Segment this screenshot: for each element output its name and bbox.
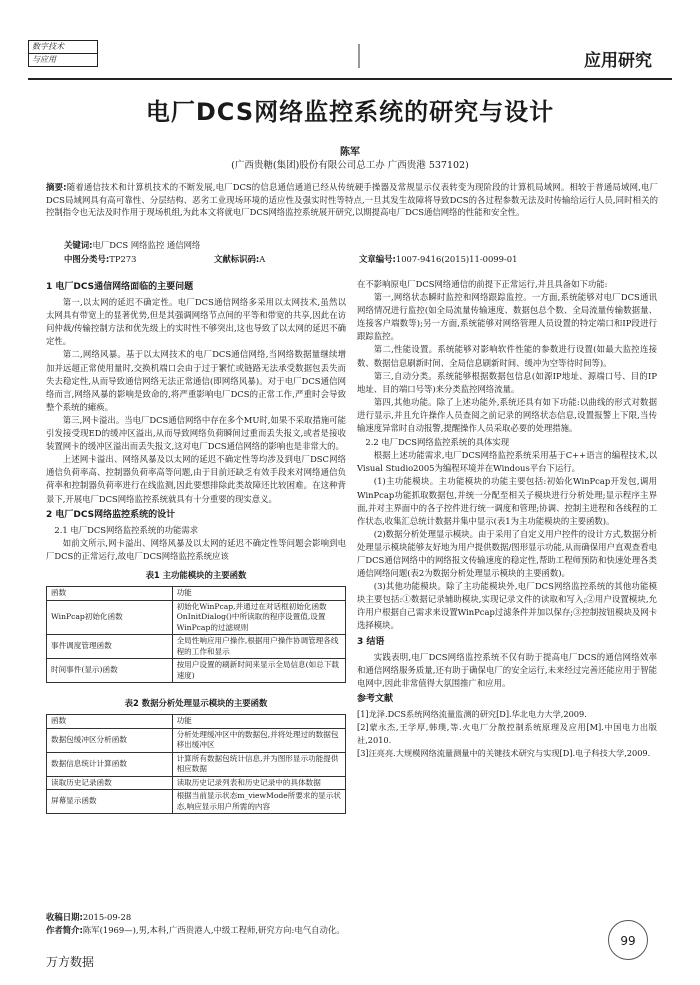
section-2-1-paragraph: 第三,自动分类。系统能够根据数据包信息(如源IP地址、源端口号、目的IP地址、目的端口号等)来分类监控网络流量。 — [357, 370, 657, 394]
table-cell: 根据当前显示状态m_viewMode所要求的显示状态,响应显示用户所需的内容 — [172, 790, 345, 814]
journal-tag-top: 数字技术 — [29, 41, 97, 54]
section-1-heading: 1 电厂DCS通信网络面临的主要问题 — [46, 282, 194, 292]
section-2-2-paragraph: (1)主功能模块。主功能模块的功能主要包括:初始化WinPcap开发包,调用WinPcap功能抓取数据包,并统一分配至相关子模块进行分析处理;显示程序主界面,并对主界面中的各子控件进行统一调度和管理;协调、控制主进程和各线程的工作状态,收集汇总统计数据并集中显示(表1为主功能模块的主要函数)。 — [357, 476, 657, 526]
section-2-1-paragraph: 第四,其他功能。除了上述功能外,系统还具有如下功能:以曲线的形式对数据进行显示,并且允许操作人员查阅之前记录的网络状态信息,设置报警上下限,当传输速度异常时自动报警,提醒操作人员采取必要的处理措施。 — [357, 396, 657, 434]
right-column — [357, 278, 657, 760]
table-cell: 数据包缓冲区分析函数 — [47, 728, 173, 752]
abstract-label: 摘要: — [46, 182, 67, 192]
paper-title: 电厂DCS网络监控系统的研究与设计 — [145, 98, 555, 126]
keywords — [64, 239, 200, 251]
bio-value: 陈军(1969—),男,本科,广西贵港人,中级工程师,研究方向:电气自动化。 — [82, 925, 345, 935]
keywords-text: 电厂DCS 网络监控 通信网络 — [92, 240, 201, 250]
journal-tag-bottom: 与应用 — [32, 55, 56, 64]
table-row — [47, 776, 346, 790]
section-2-2-heading: 2.2 电厂DCS网络监控系统的具体实现 — [365, 437, 510, 448]
section-2-1-paragraph: 第二,性能设置。系统能够对影响软件性能的参数进行设置(如最大监控连接数、数据信息刷新时间、全局信息刷新时间、缓冲为空等待时间等)。 — [357, 344, 657, 368]
page-number: 99 — [608, 920, 648, 960]
section-3-heading: 3 结语 — [357, 636, 385, 647]
section-1-paragraph: 第一,以太网的延迟不确定性。电厂DCS通信网络多采用以太网技术,虽然以太网具有带宽上的显著优势,但是其强调网络节点间的平等和带宽的共享,因此在访问仲裁/传输控制方法和优先级上的实时性不够突出,这也导致了以太网的延迟不确定性。 — [46, 297, 346, 347]
footnote — [46, 911, 658, 937]
author-bio — [46, 924, 658, 937]
table-cell: 屏幕显示函数 — [47, 790, 173, 814]
table-row — [47, 790, 346, 814]
section-2-heading: 2 电厂DCS网络监控系统的设计 — [46, 509, 176, 520]
art-label: 文章编号: — [359, 254, 396, 264]
table-cell: 时间事件(显示)函数 — [47, 659, 173, 683]
table-header-row — [47, 587, 346, 601]
doc-label: 文献标识码: — [214, 254, 260, 264]
section-2-1-heading: 2.1 电厂DCS网络监控系统的功能需求 — [54, 524, 199, 535]
table-row — [47, 659, 346, 683]
section-2-2-paragraph: (2)数据分析处理显示模块。由于采用了自定义用户控件的设计方式,数据分析处理显示模块能够友好地为用户提供数据/图形显示功能,从而确保用户直观查看电厂DCS通信网络中的网络报文传输速度的稳定性,帮助工程师预防和快速处理各类通信网络问题(表2为数据分析处理显示模块的主要函数)。 — [357, 528, 657, 579]
table-header-row — [47, 715, 346, 729]
table-cell: 全局性响应用户操作,根据用户操作协调管理各线程的工作和显示 — [172, 635, 345, 659]
bio-label: 作者简介: — [46, 925, 83, 935]
section-1-paragraph: 第三,网卡溢出。当电厂DCS通信网络中存在多个MU时,如果不采取措施可能引发接受现ED的缓冲区溢出,从而导致网络负荷瞬间过重而丢失报文,或者是接收装置网卡的缓冲区溢出而丢失报文,这对电厂DCS通信网络的影响也是非常大的。 — [46, 414, 346, 452]
table-cell: 读取历史记录列表和历史记录中的具体数据 — [172, 776, 345, 790]
art-value: 1007-9416(2015)11-0099-01 — [395, 254, 518, 264]
table-1-caption: 表1 主功能模块的主要函数 — [145, 569, 247, 580]
table-row — [47, 635, 346, 659]
received-date — [46, 911, 658, 924]
table-cell: 事件调度管理函数 — [47, 635, 173, 659]
section-label: 应用研究 — [584, 51, 652, 71]
table-row — [47, 728, 346, 752]
table-cell: 数据信息统计计算函数 — [47, 752, 173, 776]
reference-item: [2]蒙永杰,王学厚,韩璞,等.火电厂分散控制系统原理及应用[M].中国电力出版社,2010. — [357, 722, 657, 745]
section-2-2-paragraph: 根据上述功能需求,电厂DCS网络监控系统采用基于C++语言的编程技术,以Visual Studio2005为编程环境并在Windous平台下运行。 — [357, 450, 657, 474]
affiliation: (广西贵糖(集团)股份有限公司总工办 广西贵港 537102) — [231, 160, 469, 171]
table-2 — [46, 714, 346, 814]
table-row — [47, 752, 346, 776]
table-header-cell: 功能 — [172, 715, 345, 729]
reference-item: [1]龙泽.DCS系统网络流量监测的研究[D].华北电力大学,2009. — [357, 709, 587, 719]
abstract — [46, 181, 658, 219]
clc-label: 中图分类号: — [64, 254, 110, 264]
section-2-2-paragraph: (3)其他功能模块。除了主功能模块外,电厂DCS网络监控系统的其他功能模块主要包括:①数据记录辅助模块,实现记录文件的读取和写入;②用户设置模块,允许用户根据自己需求来设置WinPcap过滤条件并加以保存;③控制按钮模块及网卡选择模块。 — [357, 581, 657, 631]
table-1 — [46, 586, 346, 683]
page-header — [28, 40, 672, 76]
table-cell: 分析处理缓冲区中的数据包,并将处理过的数据包移出缓冲区 — [172, 728, 345, 752]
header-divider — [358, 44, 360, 68]
table-row — [47, 600, 346, 635]
table-cell: 按用户设置的刷新时间来显示全局信息(如总下载速度) — [172, 659, 345, 683]
section-2-1-paragraph: 如前文所示,网卡溢出、网络风暴及以太网的延迟不确定性等问题会影响到电厂DCS的正常运行,故电厂DCS网络监控系统应该 — [46, 537, 346, 561]
section-1-paragraph: 第二,网络风暴。基于以太网技术的电厂DCS通信网络,当网络数据量继续增加并远超正常使用量时,交换机端口会由于过于繁忙或链路无法承受数据包丢失而失去稳定性,从而导致通信网络无法正常通信(即网络风暴)。对于电厂DCS通信网络而言,网络风暴的影响是致命的,将严重影响电厂DCS的正常工作,严重时会导致整个系统的瘫痪。 — [46, 349, 346, 412]
table-2-caption: 表2 数据分析处理显示模块的主要函数 — [124, 698, 268, 709]
table-header-cell: 功能 — [172, 587, 345, 601]
table-cell: 计算所有数据包统计信息,并为图形显示功能提供相应数据 — [172, 752, 345, 776]
doc-value: A — [259, 254, 266, 264]
table-cell: WinPcap初始化函数 — [47, 600, 173, 635]
left-column — [46, 278, 346, 814]
table-header-cell: 函数 — [47, 587, 173, 601]
table-header-cell: 函数 — [47, 715, 173, 729]
reference-item: [3]汪亮亮.大规模网络流量测量中的关键技术研究与实现[D].电子科技大学,2009. — [357, 748, 651, 758]
source-watermark: 万方数据 — [46, 955, 95, 969]
section-3-paragraph: 实践表明,电厂DCS网络监控系统不仅有助于提高电厂DCS的通信网络效率和通信网络服务质量,还有助于确保电厂的安全运行,未来经过完善还能应用于智能电网中,因此非常值得大氛围推广和应用。 — [357, 651, 657, 688]
header-rule — [28, 78, 672, 80]
abstract-text: 随着通信技术和计算机技术的不断发展,电厂DCS的信息通信通道已经从传统硬手操器及常规显示仪表转变为现阶段的计算机局域网。相较于普通局域网,电厂DCS局域网具有高可靠性、分层结构、恶劣工业现场环境的适应性及强实时性等特点,一旦其发生故障将导致DCS的各过程参数无法及时传输给运行人员,同时相关的控制指令也无法及时作用于现场机组,为此本文将就电厂DCS网络监控系统展开研究,以期提高电厂DCS通信网络的性能和安全性。 — [46, 182, 658, 217]
table-cell: 读取历史记录函数 — [47, 776, 173, 790]
received-value: 2015-09-28 — [82, 912, 132, 922]
table-cell: 初始化WinPcap,并通过在对话框初始化函数OnInitDialog()中所读取的程序设置值,设置WinPcap的过滤规则 — [172, 600, 345, 635]
references-heading: 参考文献 — [357, 693, 394, 704]
keywords-label: 关键词: — [64, 240, 93, 250]
section-2-1-paragraph: 第一,网络状态瞬时监控和网络跟踪监控。一方面,系统能够对电厂DCS通讯网络情况进行监控(如全局流量传输速度、数据包总个数、全局流量传输数据量、连接客户端数等);另一方面,系统能够对网络管理人员设置的特定端口和IP段进行跟踪监控。 — [357, 292, 657, 342]
received-label: 收稿日期: — [46, 912, 83, 922]
section-1-paragraph: 上述网卡溢出、网络风暴及以太网的延迟不确定性等均涉及到电厂DSC网络通信负荷率高、控制器负荷率高等问题,由于目前还缺乏有效手段来对网络通信负荷率和控制器负荷率进行在线监测,因此要想排除此类故障还比较困难。在这种背景下,开展电厂DCS网络监控系统就具有十分重要的现实意义。 — [46, 454, 346, 504]
section-2-1-paragraph: 在不影响原电厂DCS网络通信的前提下正常运行,并且具备如下功能: — [357, 279, 608, 289]
journal-tag — [28, 40, 98, 67]
author: 陈军 — [340, 147, 360, 158]
clc-value: TP273 — [109, 254, 137, 264]
